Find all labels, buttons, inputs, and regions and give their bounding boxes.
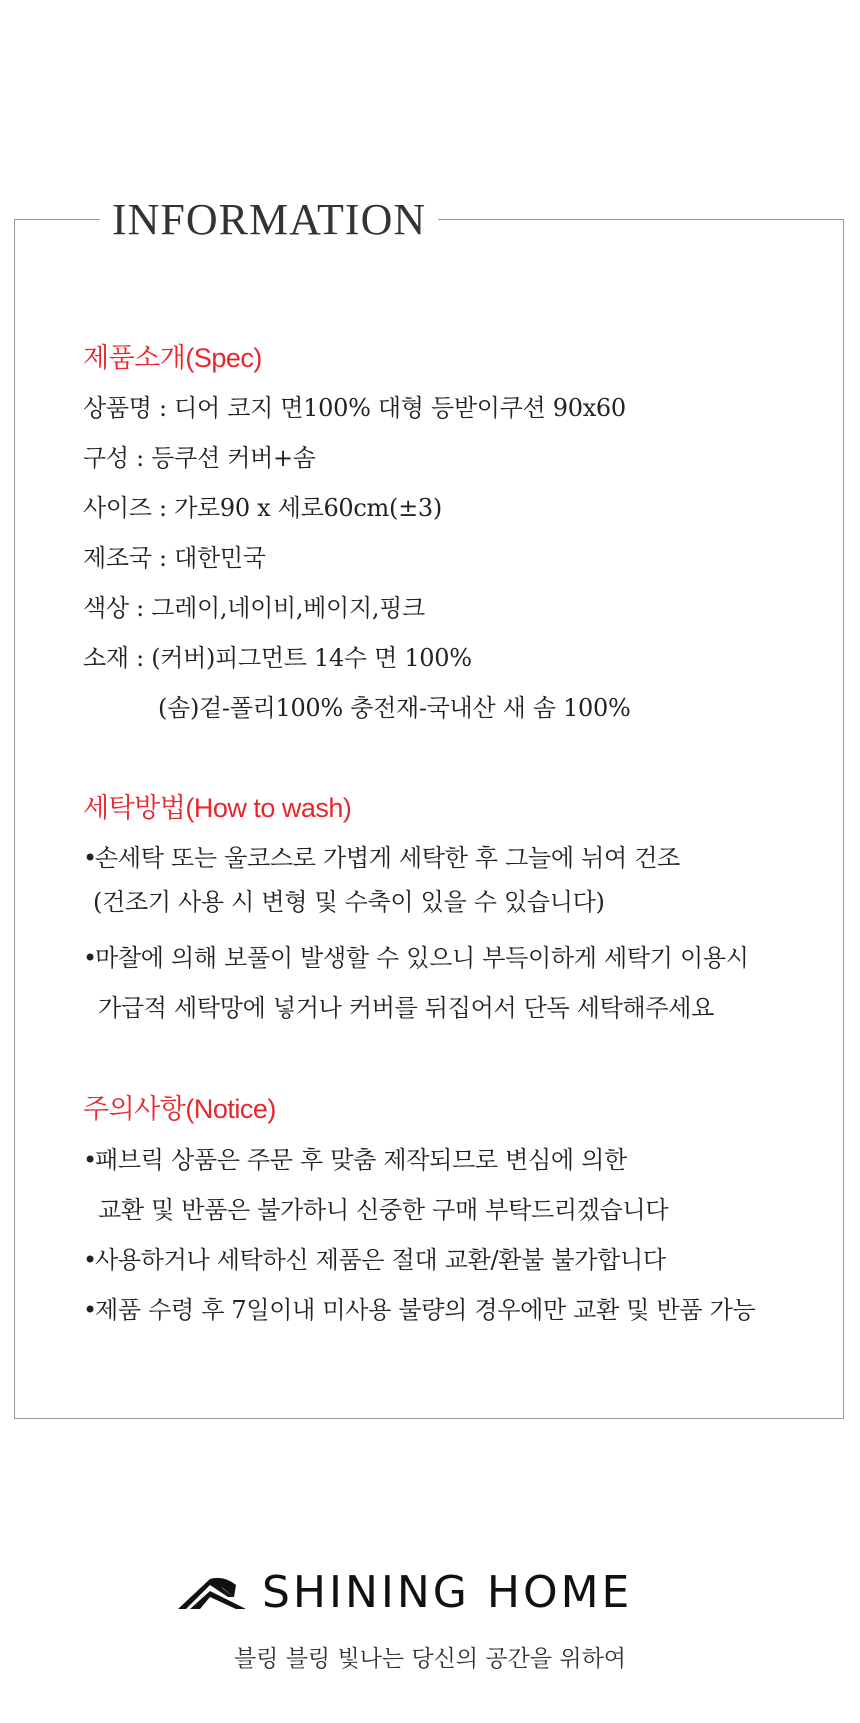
spec-product-name: 상품명 : 디어 코지 면100% 대형 등받이쿠션 90x60 — [83, 394, 626, 422]
notice-item-2 — [83, 1240, 666, 1275]
wash-heading: 세탁방법(How to wash) — [83, 793, 352, 823]
spec-material-cover: 소재 : (커버)피그먼트 14수 면 100% — [83, 644, 472, 672]
notice-item-3-text: 제품 수령 후 7일이내 미사용 불량의 경우에만 교환 및 반품 가능 — [95, 1296, 756, 1324]
bullet: • — [83, 944, 97, 972]
notice-item-2-text: 사용하거나 세탁하신 제품은 절대 교환/환불 불가합니다 — [95, 1246, 666, 1274]
spec-size: 사이즈 : 가로90 x 세로60cm(±3) — [83, 494, 442, 522]
spec-country: 제조국 : 대한민국 — [83, 544, 266, 572]
wash-item-2-cont: 가급적 세탁망에 넣거나 커버를 뒤집어서 단독 세탁해주세요 — [98, 994, 715, 1022]
spec-color: 색상 : 그레이,네이비,베이지,핑크 — [83, 594, 425, 622]
wash-item-2 — [83, 938, 749, 973]
notice-heading: 주의사항(Notice) — [83, 1094, 276, 1124]
notice-item-1-cont: 교환 및 반품은 불가하니 신중한 구매 부탁드리겠습니다 — [98, 1196, 669, 1224]
roof-house-icon — [176, 1571, 250, 1613]
wash-item-1 — [83, 838, 680, 873]
brand-name: SHINING HOME — [262, 1566, 633, 1618]
bullet: • — [83, 1146, 97, 1174]
wash-item-2-text: 마찰에 의해 보풀이 발생할 수 있으니 부득이하게 세탁기 이용시 — [95, 944, 749, 972]
spec-composition: 구성 : 등쿠션 커버+솜 — [83, 444, 316, 472]
notice-item-1-text: 패브릭 상품은 주문 후 맞춤 제작되므로 변심에 의한 — [95, 1146, 627, 1174]
wash-item-1-text: 손세탁 또는 울코스로 가볍게 세탁한 후 그늘에 뉘여 건조 — [95, 844, 680, 872]
brand-tagline: 블링 블링 빛나는 당신의 공간을 위하여 — [233, 1646, 627, 1672]
wash-item-1-note: (건조기 사용 시 변형 및 수축이 있을 수 있습니다) — [93, 888, 605, 916]
notice-item-3 — [83, 1290, 755, 1325]
bullet: • — [83, 1246, 97, 1274]
spec-heading: 제품소개(Spec) — [83, 343, 262, 373]
bullet: • — [83, 844, 97, 872]
brand-logo — [176, 1565, 696, 1619]
bullet: • — [83, 1296, 97, 1324]
information-title: INFORMATION — [100, 190, 438, 250]
spec-material-filling: (솜)겉-폴리100% 충전재-국내산 새 솜 100% — [158, 694, 631, 722]
notice-item-1 — [83, 1140, 627, 1175]
